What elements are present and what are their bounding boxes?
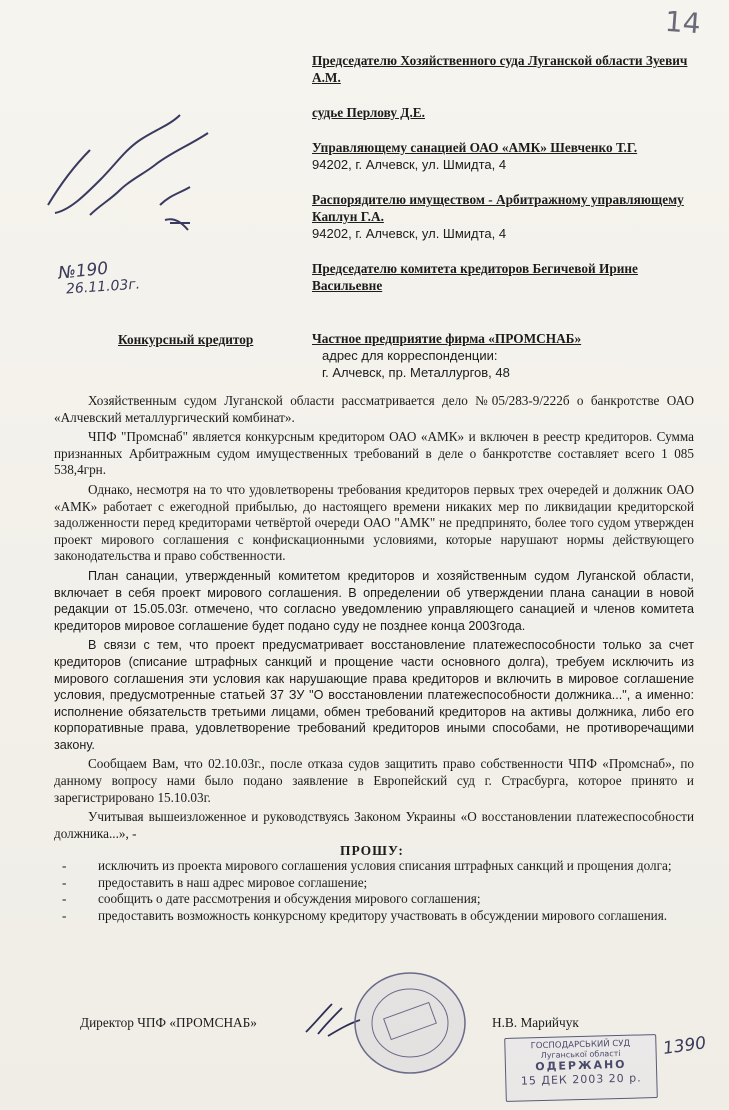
registration-number: №190 bbox=[57, 258, 110, 284]
creditor-address-label: адрес для корреспонденции: bbox=[322, 348, 498, 363]
creditor-address: г. Алчевск, пр. Металлургов, 48 bbox=[322, 365, 510, 380]
request-item: - предоставить в наш адрес мировое соглашение; bbox=[62, 875, 694, 892]
addressee-creditors-committee-chair bbox=[312, 260, 702, 294]
stamp-region: Луганської області bbox=[540, 1048, 621, 1061]
creditor-label: Конкурсный кредитор bbox=[118, 332, 254, 347]
addressee-property-administrator bbox=[312, 191, 702, 242]
addressee-name: судье Перлову Д.Е. bbox=[312, 105, 425, 120]
stamp-court-name: ГОСПОДАРСЬКИЙ СУД bbox=[530, 1038, 631, 1052]
addressee-name: Председателю комитета кредиторов Бегичевой Ирине Васильевне bbox=[312, 261, 638, 293]
paragraph: Сообщаем Вам, что 02.10.03г., после отказа судов защитить право собственности ЧПФ «Промснаб», по данному вопросу нами было подано заявление в Европейский суд г. Страсбурга, которое принято и зарегистрировано 15.10.03г. bbox=[54, 756, 694, 805]
director-name: Н.В. Марийчук bbox=[492, 1015, 579, 1030]
request-list bbox=[62, 858, 694, 924]
paragraph: Хозяйственным судом Луганской области рассматривается дело №05/283-9/222б о банкротстве ОАО «Алчевский металлургический комбинат». bbox=[54, 393, 694, 425]
letter-body bbox=[54, 393, 694, 845]
request-title: ПРОШУ: bbox=[340, 843, 404, 858]
handwritten-resolution bbox=[30, 95, 240, 245]
addressee-name: Распорядителю имуществом - Арбитражному управляющему Каплун Г.А. bbox=[312, 192, 684, 224]
addressee-name: Управляющему санацией ОАО «АМК» Шевченко Т.Г. bbox=[312, 140, 638, 155]
request-item: - сообщить о дате рассмотрения и обсуждения мирового соглашения; bbox=[62, 891, 694, 908]
court-received-stamp bbox=[504, 1034, 658, 1102]
director-title: Директор ЧПФ «ПРОМСНАБ» bbox=[80, 1015, 257, 1030]
addressee-name: Председателю Хозяйственного суда Луганской области Зуевич А.М. bbox=[312, 53, 688, 85]
creditor-name: Частное предприятие фирма «ПРОМСНАБ» bbox=[312, 331, 582, 346]
stamp-number: 1390 bbox=[661, 1033, 708, 1059]
addressee-court-chair bbox=[312, 52, 702, 86]
registration-date: 26.11.03г. bbox=[65, 276, 141, 298]
company-seal bbox=[350, 968, 470, 1078]
page-number: 14 bbox=[664, 4, 703, 41]
addressee-block bbox=[312, 52, 702, 312]
paragraph: Однако, несмотря на то что удовлетворены требования кредиторов первых трех очередей и должник ОАО «АМК» работает с ежегодной прибылью, до настоящего времени никаких мер по ликвидации кредиторской задолженности перед кредиторами четвёртой очереди ОАО "АМК" не предпринято, более того судом утвержден проект мирового соглашения с конфискационными условиями, которые нарушают нормы действующего законодательства и право собственности. bbox=[54, 481, 694, 564]
paragraph: Учитывая вышеизложенное и руководствуясь Законом Украины «О восстановлении платежеспособности должника...», - bbox=[54, 809, 694, 841]
request-item: - предоставить возможность конкурсному кредитору участвовать в обсуждении мирового соглашения. bbox=[62, 908, 694, 925]
addressee-sanation-manager bbox=[312, 139, 702, 173]
paragraph: ЧПФ "Промснаб" является конкурсным кредитором ОАО «АМК» и включен в реестр кредиторов. Сумма признанных Арбитражным судом имущественных требований в деле о банкротстве составляет всего 1 085 538,4грн. bbox=[54, 429, 694, 478]
addressee-address: 94202, г. Алчевск, ул. Шмидта, 4 bbox=[312, 226, 507, 241]
addressee-judge bbox=[312, 104, 702, 121]
addressee-address: 94202, г. Алчевск, ул. Шмидта, 4 bbox=[312, 157, 507, 172]
creditor-block bbox=[312, 330, 712, 381]
paragraph: План санации, утвержденный комитетом кредиторов и хозяйственным судом Луганской области, включает в себя проект мирового соглашения. В определении об утверждении плана санации в новой редакции от 15.05.03г. отмечено, что согласно уведомлению управляющего санацией и членов комитета кредиторов мировое соглашение будет подано суду не позднее конца 2003года. bbox=[54, 568, 694, 633]
request-item: - исключить из проекта мирового соглашения условия списания штрафных санкций и прощения долга; bbox=[62, 858, 694, 875]
stamp-date: 15 ДЕК 2003 20 р. bbox=[520, 1071, 642, 1088]
stamp-received: ОДЕРЖАНО bbox=[535, 1057, 627, 1074]
paragraph: В связи с тем, что проект предусматривает восстановление платежеспособности только за счет кредиторов (списание штрафных санкций и прощение части основного долга), требуем исключить из мирового соглашения эти условия как нарушающие права кредиторов и включить в мировое соглашение условия, предусмотренные статьей 37 ЗУ "О восстановлении платежеспособности должника...", а именно: исполнение обязательств третьими лицами, обмен требований кредиторов на активы должника, либо его корпоративные права, удовлетворение требований кредиторов иными способами, не противоречащими закону. bbox=[54, 638, 694, 752]
registration-note bbox=[58, 258, 168, 306]
